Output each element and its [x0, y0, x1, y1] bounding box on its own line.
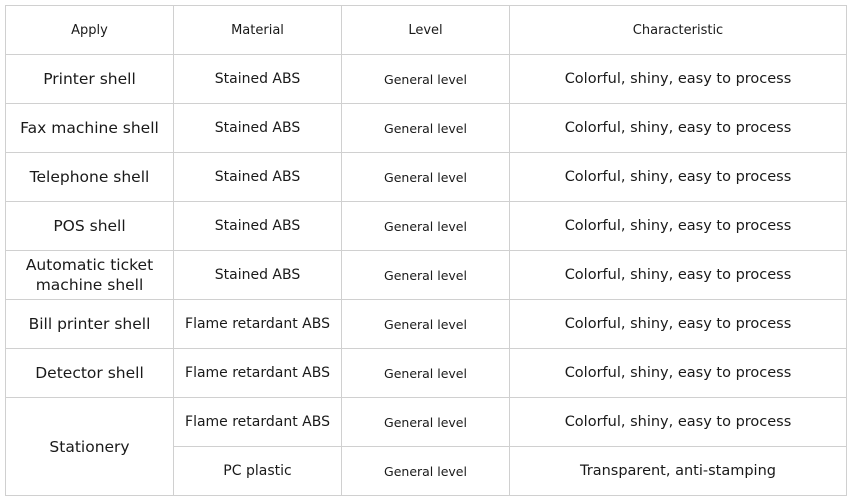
level-cell: General level [342, 153, 510, 202]
level-cell: General level [342, 202, 510, 251]
characteristic-cell: Colorful, shiny, easy to process [510, 55, 847, 104]
table-row [6, 202, 847, 251]
characteristic-cell: Colorful, shiny, easy to process [510, 300, 847, 349]
material-cell: Flame retardant ABS [174, 398, 342, 447]
characteristic-cell: Colorful, shiny, easy to process [510, 104, 847, 153]
header-characteristic: Characteristic [510, 6, 847, 55]
apply-cell: Automatic ticket machine shell [6, 251, 174, 300]
header-row [6, 6, 847, 55]
apply-cell: Telephone shell [6, 153, 174, 202]
table-row [6, 104, 847, 153]
header-apply: Apply [6, 6, 174, 55]
characteristic-cell: Colorful, shiny, easy to process [510, 349, 847, 398]
material-cell: Flame retardant ABS [174, 349, 342, 398]
characteristic-cell: Colorful, shiny, easy to process [510, 153, 847, 202]
material-cell: Stained ABS [174, 202, 342, 251]
level-cell: General level [342, 398, 510, 447]
apply-cell: Printer shell [6, 55, 174, 104]
material-cell: Stained ABS [174, 104, 342, 153]
apply-cell-stationery: Stationery [6, 398, 174, 496]
level-cell: General level [342, 300, 510, 349]
apply-cell: POS shell [6, 202, 174, 251]
level-cell: General level [342, 349, 510, 398]
header-level: Level [342, 6, 510, 55]
table-row [6, 349, 847, 398]
material-cell: Stained ABS [174, 251, 342, 300]
level-cell: General level [342, 251, 510, 300]
material-cell: Stained ABS [174, 55, 342, 104]
material-cell: Stained ABS [174, 153, 342, 202]
level-cell: General level [342, 104, 510, 153]
table-row [6, 153, 847, 202]
level-cell: General level [342, 55, 510, 104]
material-cell: Flame retardant ABS [174, 300, 342, 349]
table-row [6, 398, 847, 447]
level-cell: General level [342, 447, 510, 496]
header-material: Material [174, 6, 342, 55]
apply-cell: Bill printer shell [6, 300, 174, 349]
table-row [6, 251, 847, 300]
table-row [6, 55, 847, 104]
characteristic-cell: Transparent, anti-stamping [510, 447, 847, 496]
characteristic-cell: Colorful, shiny, easy to process [510, 251, 847, 300]
apply-cell: Fax machine shell [6, 104, 174, 153]
characteristic-cell: Colorful, shiny, easy to process [510, 202, 847, 251]
table-row [6, 300, 847, 349]
material-application-table [5, 5, 847, 496]
apply-cell: Detector shell [6, 349, 174, 398]
material-cell: PC plastic [174, 447, 342, 496]
characteristic-cell: Colorful, shiny, easy to process [510, 398, 847, 447]
